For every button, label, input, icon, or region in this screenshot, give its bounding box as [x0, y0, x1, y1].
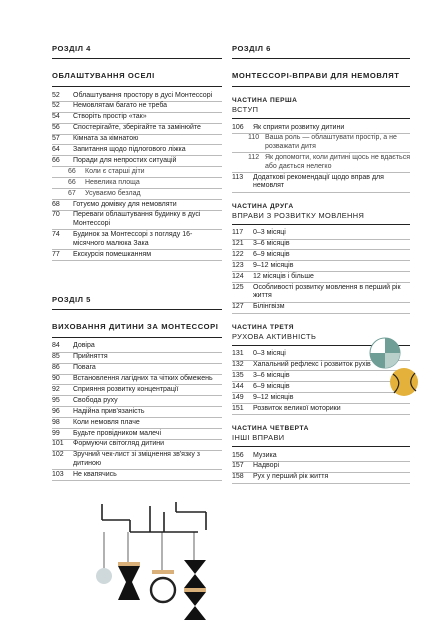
entry-title: 9–12 місяців — [253, 393, 294, 401]
entry-title: Облаштування простору в дусі Монтессорі — [73, 91, 213, 99]
entry-title: Білінгвізм — [253, 303, 285, 311]
page-number: 67 — [68, 189, 76, 197]
toc-entry — [52, 230, 222, 250]
toc-entry — [52, 407, 222, 418]
page-number: 127 — [232, 303, 244, 311]
toc-entry — [232, 123, 410, 134]
toc-entry — [52, 145, 222, 156]
entry-title: Рух у перший рік життя — [253, 473, 329, 481]
page-number: 96 — [52, 407, 60, 415]
entry-title: Будинок за Монтессорі з погляду 16-місячного малюка Зака — [73, 230, 193, 247]
entry-title: Спостерігайте, зберігайте та замінюйте — [73, 124, 201, 132]
entry-title: Надійна прив'язаність — [73, 407, 145, 415]
entry-title: Переваги облаштування будинку в дусі Монтессорі — [73, 211, 201, 228]
teal-ball-icon — [370, 338, 400, 368]
toc-entry — [232, 272, 410, 283]
entry-title: Свобода руху — [73, 396, 118, 404]
page-number: 122 — [232, 251, 244, 259]
toc-subentry — [232, 153, 410, 173]
page-number: 52 — [52, 102, 60, 110]
entry-title: Екскурсія помешканням — [73, 250, 152, 258]
toc-entry — [52, 385, 222, 396]
toc-entry — [52, 250, 222, 261]
entry-title: 12 місяців і більше — [253, 272, 314, 280]
chapter-4-entries — [52, 91, 222, 261]
page-number: 158 — [232, 473, 244, 481]
toc-entry — [52, 211, 222, 231]
page-number: 151 — [232, 404, 244, 412]
entry-title: Повага — [73, 364, 96, 372]
entry-title: Довіра — [73, 342, 95, 350]
section-6-label: РОЗДІЛ 6 — [232, 44, 410, 59]
entry-title: Усуваємо безлад — [85, 189, 141, 197]
entry-title: Розвиток великої моторики — [253, 404, 341, 412]
entry-title: Невелика площа — [85, 178, 140, 186]
entry-title: Запитання щодо підлогового ліжка — [73, 146, 186, 154]
page-number: 103 — [52, 470, 64, 478]
entry-title: Прийняття — [73, 353, 108, 361]
entry-title: Поради для непростих ситуацій — [73, 156, 177, 164]
page-number: 157 — [232, 462, 244, 470]
page-number: 131 — [232, 350, 244, 358]
mobile-frame-icon — [102, 502, 206, 532]
page-number: 56 — [52, 124, 60, 132]
entry-title: Не квапячись — [73, 470, 117, 478]
toc-entry — [52, 91, 222, 102]
entry-title: Хапальний рефлекс і розвиток рухів — [253, 361, 371, 369]
page-number: 121 — [232, 240, 244, 248]
right-column — [232, 44, 410, 484]
toc-entry — [52, 396, 222, 407]
page-number: 125 — [232, 283, 244, 291]
page-number: 64 — [52, 146, 60, 154]
toc-entry — [52, 124, 222, 135]
page-number: 70 — [52, 211, 60, 219]
page-number: 113 — [232, 173, 244, 181]
entry-title: Встановлення лагідних та чітких обмежень — [73, 375, 213, 383]
chapter-5-title: ВИХОВАННЯ ДИТИНИ ЗА МОНТЕССОРІ — [52, 321, 222, 338]
page-number: 156 — [232, 451, 244, 459]
page-number: 102 — [52, 451, 64, 459]
part-label: ЧАСТИНА ПЕРША — [232, 97, 298, 104]
page-number: 101 — [52, 440, 64, 448]
page-number: 66 — [52, 156, 60, 164]
pale-ball-icon — [96, 568, 112, 584]
part-title: РУХОВА АКТИВНІСТЬ — [232, 331, 410, 346]
page-number: 95 — [52, 396, 60, 404]
page-number: 112 — [248, 154, 260, 162]
section-4-label: РОЗДІЛ 4 — [52, 44, 222, 59]
toc-entry — [232, 462, 410, 473]
part-label: ЧАСТИНА ДРУГА — [232, 202, 294, 210]
entry-title: Ваша роль — облаштувати простір, а не розважати дитя — [265, 134, 397, 151]
toc-entry — [232, 173, 410, 193]
page-number: 68 — [52, 200, 60, 208]
entry-title: 0–3 місяці — [253, 229, 286, 237]
page-number: 84 — [52, 342, 60, 350]
entry-title: Зручний чек-лист зі зміцнення зв'язку з дитиною — [73, 451, 200, 468]
page-number: 132 — [232, 361, 244, 369]
page-number: 86 — [52, 364, 60, 372]
entry-title: Надворі — [253, 462, 280, 470]
toc-entry — [52, 342, 222, 353]
page-number: 106 — [232, 123, 244, 131]
toc-entry — [52, 470, 222, 481]
page-number: 135 — [232, 371, 244, 379]
toc-entry — [52, 440, 222, 451]
part-title: ВПРАВИ З РОЗВИТКУ МОВЛЕННЯ — [232, 210, 410, 225]
entry-title: Додаткові рекомендації щодо вправ для немовлят — [253, 173, 384, 190]
toc-entry — [52, 113, 222, 124]
toc-entry — [52, 429, 222, 440]
entry-title: Коли є старші діти — [85, 167, 145, 175]
left-column — [52, 44, 222, 481]
entry-title: 6–9 місяців — [253, 382, 290, 390]
page-number: 123 — [232, 261, 244, 269]
toc-entry — [52, 135, 222, 146]
yellow-ball-icon — [390, 368, 418, 396]
page-number: 92 — [52, 386, 60, 394]
entry-title: Особливості розвитку мовлення в перший рік життя — [253, 283, 401, 300]
toc-entry — [232, 229, 410, 240]
entry-title: Кімната за кімнатою — [73, 135, 139, 143]
toc-entry — [52, 102, 222, 113]
page-number: 74 — [52, 230, 60, 238]
toc-subentry — [52, 189, 222, 200]
entry-title: Немовлятам багато не треба — [73, 102, 168, 110]
page-number: 54 — [52, 113, 60, 121]
toc-subentry — [232, 134, 410, 154]
toc-subentry — [52, 167, 222, 178]
toc-entry — [232, 303, 410, 314]
entry-title: 6–9 місяців — [253, 251, 290, 259]
entry-title: Готуємо домівку для немовляти — [73, 200, 177, 208]
entry-title: Коли немовля плаче — [73, 418, 140, 426]
page-number: 52 — [52, 91, 60, 99]
entry-title: 3–6 місяців — [253, 240, 290, 248]
entry-title: Як сприяти розвитку дитини — [253, 123, 345, 131]
page-number: 144 — [232, 382, 244, 390]
entry-title: 0–3 місяці — [253, 350, 286, 358]
page-number: 90 — [52, 375, 60, 383]
chapter-5-entries — [52, 342, 222, 481]
page-number: 99 — [52, 429, 60, 437]
toc-entry — [52, 418, 222, 429]
page-number: 98 — [52, 418, 60, 426]
entry-title: Формуючи світогляд дитини — [73, 440, 165, 448]
page-number: 117 — [232, 229, 244, 237]
entry-title: Сприяння розвитку концентрації — [73, 386, 179, 394]
toc-entry — [232, 473, 410, 484]
toc-entry — [232, 250, 410, 261]
black-tumbler-icon — [118, 562, 140, 600]
page-number: 66 — [68, 178, 76, 186]
part-label: ЧАСТИНА ЧЕТВЕРТА — [232, 424, 309, 432]
part-label: ЧАСТИНА ТРЕТЯ — [232, 323, 294, 331]
toc-subentry — [52, 178, 222, 189]
ring-icon — [151, 570, 175, 602]
toc-entry — [232, 240, 410, 251]
toc-entry — [52, 156, 222, 167]
entry-title: Будьте провідником малечі — [73, 429, 162, 437]
toc-entry — [232, 404, 410, 415]
page-number: 77 — [52, 250, 60, 258]
toc-entry — [232, 451, 410, 462]
page-number: 66 — [68, 167, 76, 175]
page-number: 57 — [52, 135, 60, 143]
section-5-label: РОЗДІЛ 5 — [52, 295, 222, 310]
part-title: ІНШІ ВПРАВИ — [232, 432, 410, 447]
entry-title: Створіть простір «так» — [73, 113, 147, 121]
chapter-6-title: МОНТЕССОРІ-ВПРАВИ ДЛЯ НЕМОВЛЯТ — [232, 70, 410, 87]
toc-entry — [232, 261, 410, 272]
chapter-6-parts — [232, 97, 410, 484]
entry-title: 3–6 місяців — [253, 371, 290, 379]
page-number: 149 — [232, 393, 244, 401]
baby-mobile-illustration — [80, 500, 240, 642]
toc-entry — [52, 451, 222, 471]
toc-entry — [52, 375, 222, 386]
entry-title: 9–12 місяців — [253, 261, 294, 269]
entry-title: Як допомогти, коли дитині щось не вдається або дається нелегко — [265, 154, 410, 170]
page-number: 110 — [248, 134, 260, 142]
hourglass-icon — [184, 560, 206, 620]
page-number: 124 — [232, 272, 244, 280]
beach-balls-illustration — [368, 336, 420, 400]
toc-entry — [52, 364, 222, 375]
chapter-4-title: ОБЛАШТУВАННЯ ОСЕЛІ — [52, 70, 222, 87]
part-title: ВСТУП — [232, 104, 410, 119]
toc-entry — [52, 200, 222, 211]
entry-title: Музика — [253, 451, 277, 459]
page-number: 85 — [52, 353, 60, 361]
toc-entry — [232, 283, 410, 303]
toc-entry — [52, 353, 222, 364]
